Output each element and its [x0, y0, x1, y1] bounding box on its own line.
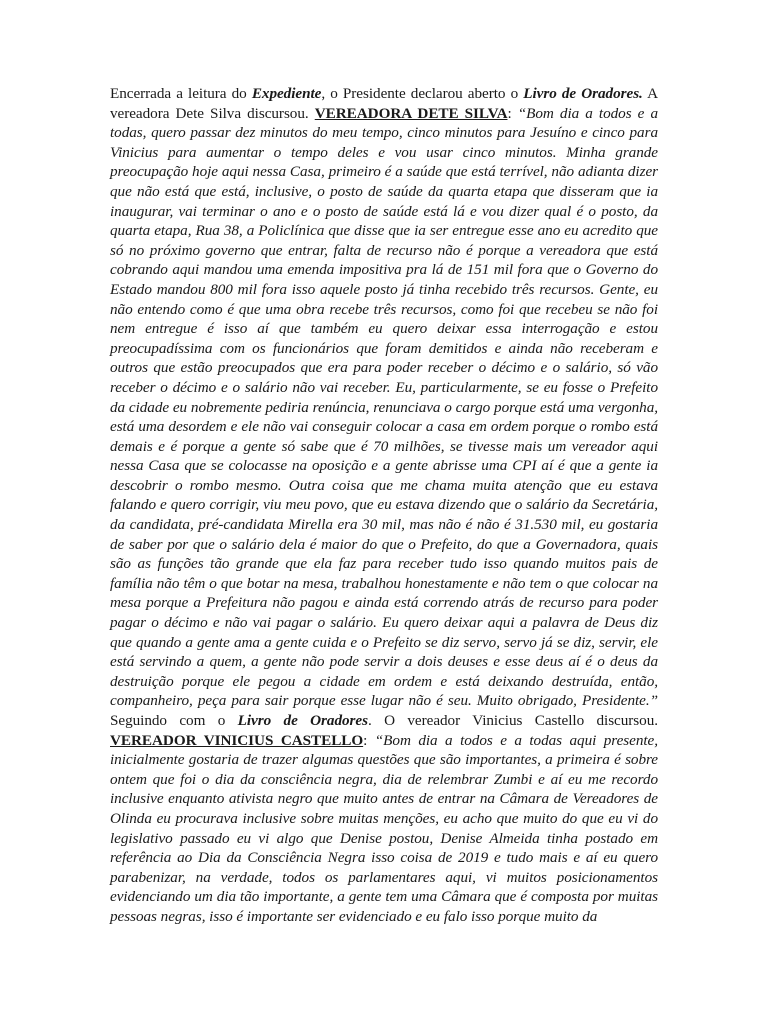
- transition-text: Seguindo com o: [110, 712, 238, 729]
- speaker-heading-vinicius-castello: VEREADOR VINICIUS CASTELLO: [110, 731, 364, 749]
- transition-text-2: . O vereador Vinicius Castello discursou.: [367, 712, 658, 729]
- speaker-colon: :: [507, 104, 518, 122]
- intro-text-2: , o Presidente declarou aberto o: [321, 85, 524, 102]
- minutes-paragraph: [110, 84, 658, 927]
- intro-text-3: A vereadora Dete Silva discursou.: [110, 85, 659, 122]
- livro-oradores-term: Livro de Oradores.: [523, 85, 643, 102]
- intro-text: Encerrada a leitura do: [110, 85, 252, 102]
- speech-vinicius-castello: “Bom dia a todos e a todas aqui presente, inicialmente gostaria de trazer algumas questões que são importantes, a primeira é sobre ontem que foi o dia da consciência negra, dia de relembrar Zumbi e aí eu me recordo inclusive enquanto ativista negro que muito antes de entrar na Câmara de Vereadores de Olinda eu procurava inclusive sobre muitas menções, eu acho que muito do que eu vi do legislativo passado eu vi algo que Denise postou, Denise Almeida tinha postado em referência ao Dia da Consciência Negra isso coisa de 2019 e tudo mais e aí eu quero parabenizar, na verdade, todos os parlamentares aqui, vi muitos posicionamentos evidenciando um dia tão importante, a gente tem uma Câmara que é composta por muitas pessoas negras, isso é importante ser evidenciado e eu falo isso porque muito da: [110, 731, 658, 925]
- speaker-colon-2: :: [363, 731, 375, 749]
- speech-dete-silva: “Bom dia a todos e a todas, quero passar dez minutos do meu tempo, cinco minutos para Jesuíno e cinco para Vinicius para aumentar o tempo deles e vou usar cinco minutos. Minha grande preocupação hoje aqui nessa Casa, primeiro é a saúde que está terrível, não adianta dizer que não está que está, inclusive, o posto de saúde da quarta etapa que disseram que ia inaugurar, vai terminar o ano e o posto de saúde está lá e vou dizer qual é o posto, da quarta etapa, Rua 38, a Policlínica que disse que ia ser entregue esse ano eu acredito que só no próximo governo que entrar, falta de recurso não é porque a vereadora que está cobrando aqui mandou uma emenda impositiva pra lá de 151 mil fora que o Governo do Estado mandou 800 mil fora isso aquele posto já tinha recebido três recursos. Gente, eu não entendo como é que uma obra recebe três recursos, como foi que recebeu se não foi nem entregue é isso aí que também eu quero deixar essa interrogação e estou preocupadíssima com os funcionários que foram demitidos e ainda não receberam e outros que estão preocupados que era para poder receber o décimo e o salário, só vão receber o décimo e o salário não vai receber. Eu, particularmente, se eu fosse o Prefeito da cidade eu nobremente pediria renúncia, renunciava o cargo porque está uma vergonha, está uma desordem e ele não vai conseguir colocar a casa em ordem porque o rombo está demais e é porque a gente só sabe que é 70 milhões, se tivesse mais um vereador aqui nessa Casa que se colocasse na oposição e a gente abrisse uma CPI aí é que a gente ia descobrir o rombo mesmo. Outra coisa que me chama muita atenção que eu estava falando e quero corrigir, viu meu povo, que eu estava dizendo que o salário da Secretária, da candidata, pré-candidata Mirella era 30 mil, mas não é não é 31.530 mil, eu gostaria de saber por que o salário dela é maior do que o Prefeito, do que a Governadora, quais são as funções tão grande que ela faz para receber tudo isso quando muitos pais de família não têm o que botar na mesa, trabalhou honestamente e não tem o que colocar na mesa porque a Prefeitura não pagou e ainda está correndo atrás de recurso para poder pagar o décimo e não vai pagar o salário. Eu quero deixar aqui a palavra de Deus diz que quando a gente ama a gente cuida e o Prefeito se diz servo, servo já se diz, servir, ele está servindo a quem, a gente não pode servir a dois deuses e esse deus aí é o deus da destruição porque ele pegou a cidade em ordem e está deixando destruída, então, companheiro, peça para sair porque esse lugar não é seu. Muito obrigado, Presidente.”: [110, 104, 658, 710]
- livro-oradores-term-2: Livro de Oradores: [237, 712, 368, 729]
- document-page: [110, 84, 658, 927]
- expediente-term: Expediente: [251, 85, 322, 102]
- speaker-heading-dete-silva: VEREADORA DETE SILVA: [314, 104, 508, 122]
